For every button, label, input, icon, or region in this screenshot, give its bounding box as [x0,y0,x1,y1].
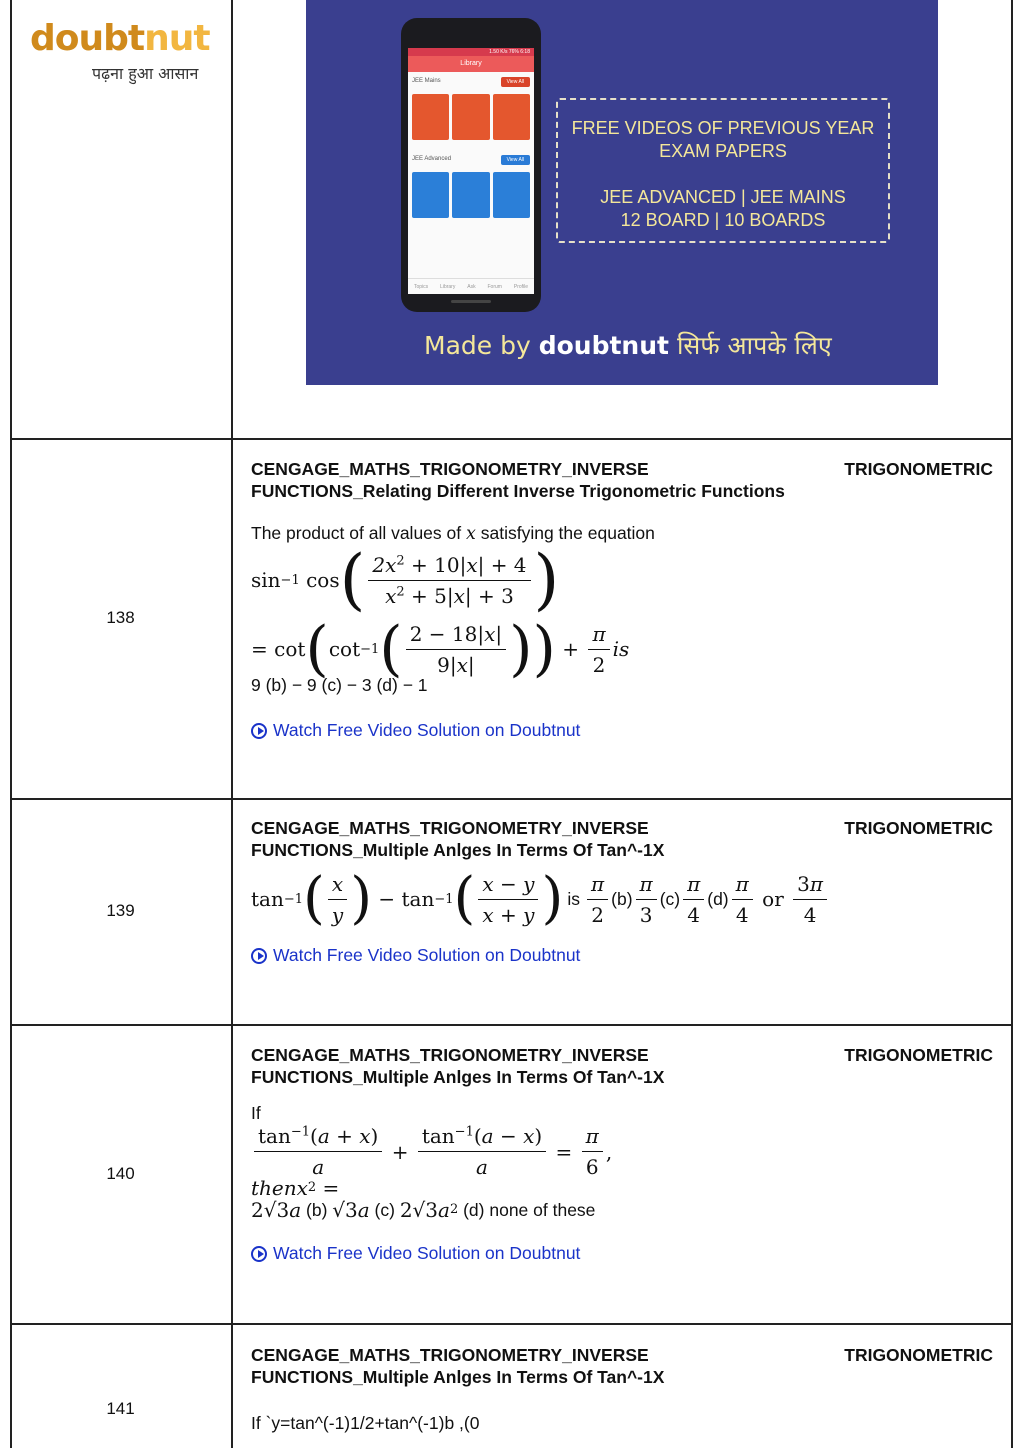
made-by-text: Made by [424,331,531,360]
table-border-left [10,0,12,1448]
row-divider [10,1024,1013,1026]
phone-card-row [408,94,534,140]
phone-section-title: JEE Mains [412,78,441,84]
header-right: TRIGONOMETRIC [844,459,993,479]
made-by-hindi: सिर्फ आपके लिए [676,331,832,360]
question-lead: The product of all values of [251,523,462,543]
header-line2: FUNCTIONS_Multiple Anlges In Terms Of Tan^-1X [251,1367,665,1387]
question-var: x [466,524,476,544]
row-divider [10,798,1013,800]
header-left: CENGAGE_MATHS_TRIGONOMETRY_INVERSE [251,1045,649,1065]
phone-mockup [401,18,541,312]
question-cell [251,458,993,741]
question-number: 140 [106,1164,135,1183]
play-circle-icon [251,948,267,964]
banner-text-line: 12 BOARD | 10 BOARDS [620,210,826,230]
question-number: 141 [106,1399,135,1418]
play-circle-icon [251,723,267,739]
table-column-divider [231,0,233,1448]
header-left: CENGAGE_MATHS_TRIGONOMETRY_INVERSE [251,818,649,838]
equation-options: 2√3 a (b) √3 a (c) 2√3 a 2 (d) none of these [251,1198,596,1222]
phone-nav-item: Library [440,284,456,290]
question-options [251,675,993,696]
equation-line: $\frac{\tan^{-1}(a + x)}{a}$ + $\frac{\tan^{-1}(a - x)}{a}$ = $\frac{\pi}{6}$ , [251,1124,993,1179]
watch-video-label[interactable]: Watch Free Video Solution on Doubtnut [273,720,581,740]
watch-video-link[interactable] [251,945,993,966]
row-divider [10,438,1013,440]
doubtnut-logo [28,18,228,88]
phone-home-bar [451,300,491,303]
phone-card-row [408,172,534,218]
phone-card [452,94,489,140]
document-table [10,0,1013,1448]
phone-header: Library [408,56,534,72]
phone-nav-item: Topics [413,284,429,290]
if-word: If [251,1103,261,1123]
question-header [251,817,993,861]
phone-section-title: JEE Advanced [412,156,452,162]
equation-line: tan −1 ( $\frac{x}{y}$ ) − tan −1 ( $\frac{x - y}{x + y}$ ) is $\frac{\pi}{2}$ (b) $\frac{\pi}{3}$ (c) $\frac{\pi}{4}$ (d) $\frac{\pi}{4}$ or $\frac{3\pi}{4}$ [251,871,993,927]
header-left: CENGAGE_MATHS_TRIGONOMETRY_INVERSE [251,1345,649,1365]
logo-word-left: doubt [30,18,145,59]
question-number: 139 [106,901,135,920]
phone-card [493,94,530,140]
header-line2: FUNCTIONS_Multiple Anlges In Terms Of Tan^-1X [251,1067,665,1087]
banner-text-line: JEE ADVANCED | JEE MAINS [600,187,846,207]
question-header [251,1044,993,1088]
made-by-line [424,328,832,362]
options-text: 9 (b) − 9 (c) − 3 (d) − 1 [251,675,428,695]
question-cell [251,1344,993,1434]
table-border-right [1011,0,1013,1448]
phone-screen [408,48,534,294]
phone-view-all-button: View All [501,155,530,165]
logo-tagline: पढ़ना हुआ आसान [92,64,199,83]
equation-line: sin −1 cos ( $\frac{2x^2 + 10|x| + 4}{x^2 + 5|x| + 3}$ ) [251,541,560,618]
phone-view-all-button: View All [501,77,530,87]
header-line2: FUNCTIONS_Relating Different Inverse Trigonometric Functions [251,481,785,501]
banner-text-line: FREE VIDEOS OF PREVIOUS YEAR [571,118,875,138]
watch-video-link[interactable] [251,1243,993,1264]
phone-nav-item: Profile [513,284,529,290]
play-circle-icon [251,1246,267,1262]
equation-line: thenx 2 = [251,1176,340,1200]
phone-bottom-nav [408,278,534,294]
watch-video-label[interactable]: Watch Free Video Solution on Doubtnut [273,1243,581,1263]
equation-line: = cot ( cot −1 ( $\frac{2 - 18|x|}{9|x|}$ )) + $\frac{\pi}{2}$ is [251,614,630,684]
phone-card [452,172,489,218]
phone-nav-item: Forum [487,284,502,290]
header-line2: FUNCTIONS_Multiple Anlges In Terms Of Tan^-1X [251,840,665,860]
header-left: CENGAGE_MATHS_TRIGONOMETRY_INVERSE [251,459,649,479]
phone-card [412,94,449,140]
logo-word-right: nut [144,18,210,59]
phone-status-bar: 1.50 K/s 76% 6:18 [408,48,534,56]
watch-video-label[interactable]: Watch Free Video Solution on Doubtnut [273,945,581,965]
header-right: TRIGONOMETRIC [844,1045,993,1065]
made-by-logo: doubtnut [538,331,669,360]
header-right: TRIGONOMETRIC [844,1345,993,1365]
header-right: TRIGONOMETRIC [844,818,993,838]
is-word: is [567,888,580,909]
watch-video-link[interactable] [251,720,993,741]
question-header [251,458,993,502]
phone-card [493,172,530,218]
banner-feature-box [556,98,890,243]
question-header [251,1344,993,1388]
promo-banner[interactable] [306,0,938,385]
phone-nav-item: Ask [467,284,476,290]
banner-text-line: EXAM PAPERS [659,141,787,161]
options-tail: (d) none of these [463,1200,596,1220]
question-text: If `y=tan^(-1)1/2+tan^(-1)b ,(0 [251,1413,480,1433]
question-cell [251,817,993,966]
row-divider [10,1323,1013,1325]
question-number: 138 [106,608,135,627]
question-tail: satisfying the equation [480,523,655,543]
phone-card [412,172,449,218]
question-cell [251,1044,993,1264]
